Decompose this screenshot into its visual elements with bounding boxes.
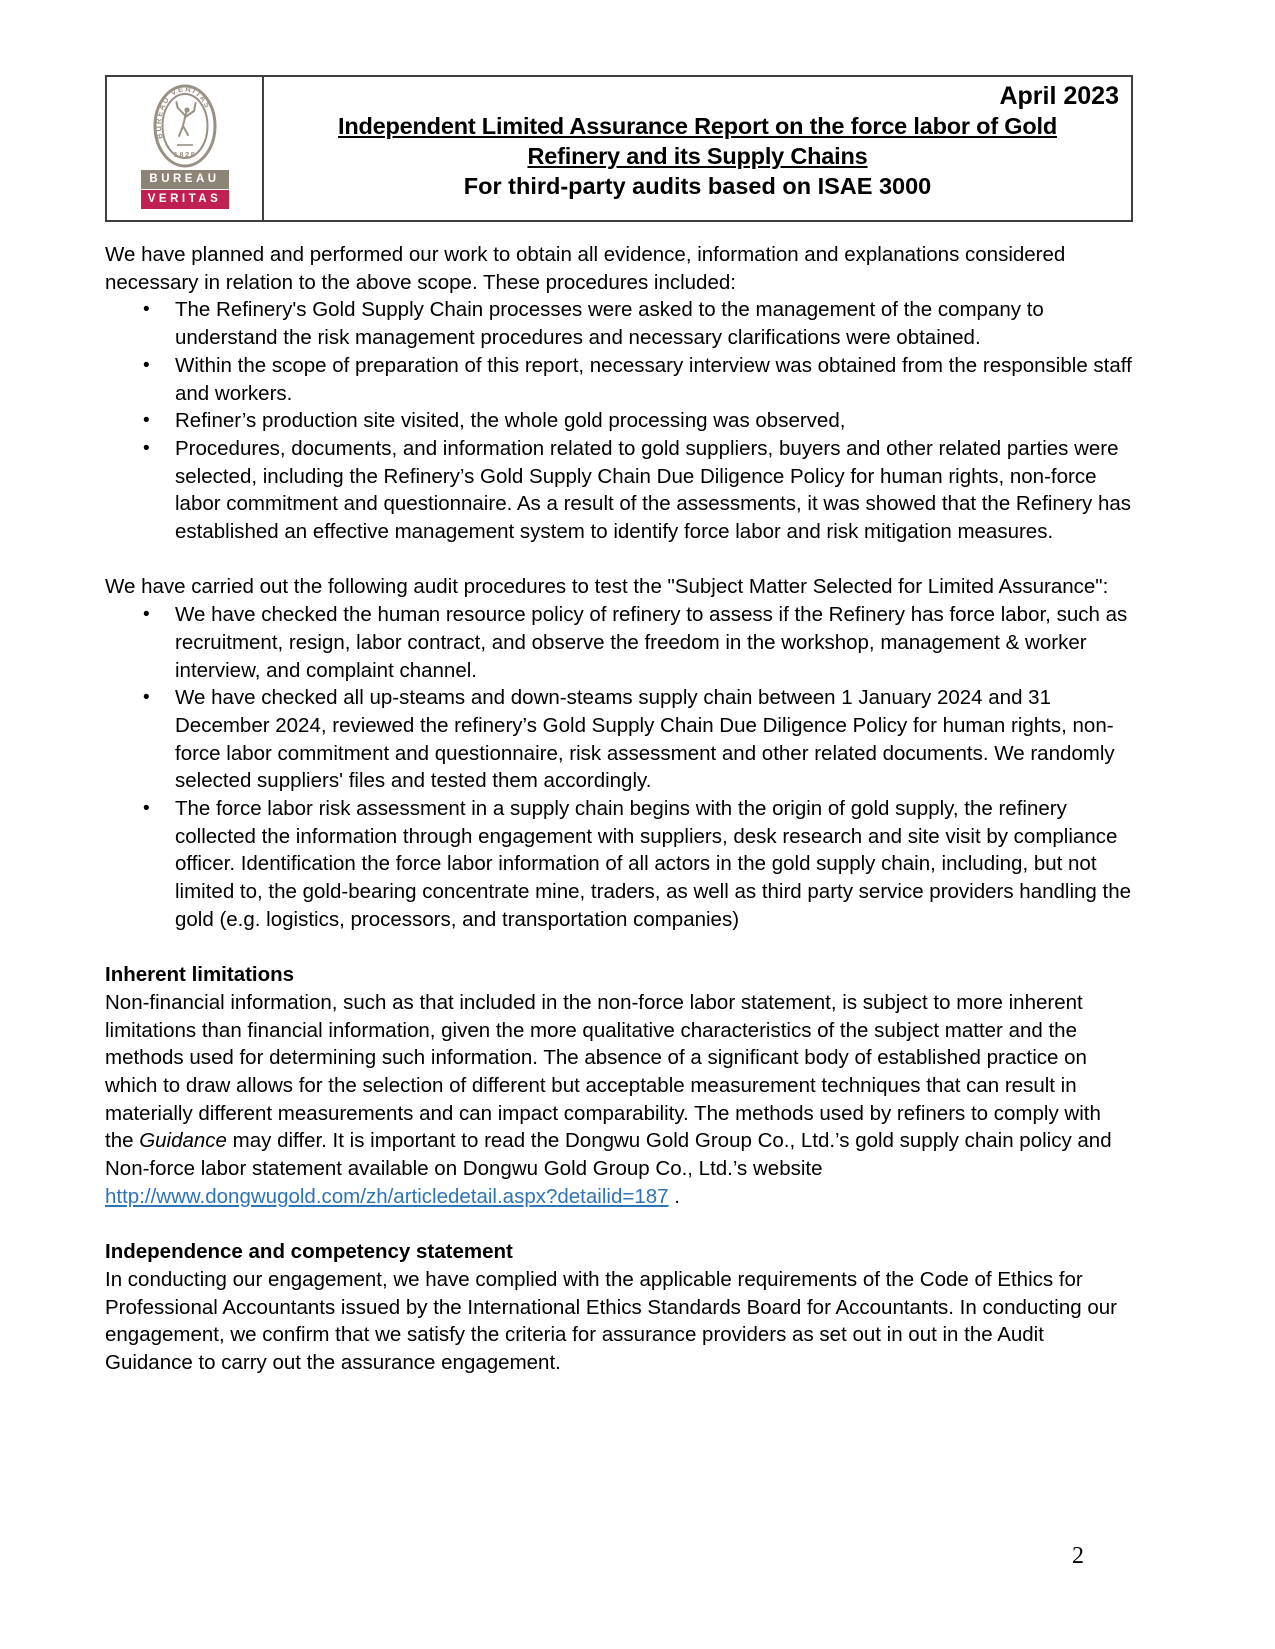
bullet-text: Within the scope of preparation of this report, necessary interview was obtained from the responsible staff and workers. [175, 353, 1132, 405]
svg-text:BUREAU VERITAS: BUREAU VERITAS [153, 84, 213, 140]
bureau-veritas-emblem-icon [151, 83, 219, 169]
independence-heading: Independence and competency statement [105, 1240, 513, 1264]
audit-bullet-list [105, 601, 1132, 933]
bullet-text: We have checked the human resource policy of refinery to assess if the Refinery has force labor, such as recruitment, resign, labor contract, and observe the freedom in the workshop, management & worker interview, and complaint channel. [175, 603, 1128, 682]
limitations-text-part1: Non-financial information, such as that included in the non-force labor statement, is subject to more inherent limitations than financial information, given the more qualitative characteristics of the subject matter and the methods used for determining such information. The absence of a significant body of established practice on which to draw allows for the selection of different but acceptable measurement techniques that can result in materially different measurements and can impact comparability. The methods used by refiners to comply with the [105, 990, 1101, 1153]
svg-text:1828: 1828 [173, 150, 196, 159]
bullet-item [143, 795, 1132, 934]
independence-paragraph: In conducting our engagement, we have complied with the applicable requirements of the Code of Ethics for Professional Accountants issued by the International Ethics Standards Board for Accountants. In conducting our engagement, we confirm that we satisfy the criteria for assurance providers as set out in out in the Audit Guidance to carry out the assurance engagement. [105, 1267, 1117, 1375]
inherent-limitations-paragraph [105, 989, 1132, 1211]
bullet-icon: • [143, 798, 150, 820]
limitations-text-part3: . [668, 1184, 680, 1208]
guidance-italic: Guidance [139, 1129, 227, 1153]
logo-veritas-bar: VERITAS [141, 190, 229, 209]
bullet-item [143, 684, 1132, 795]
bullet-item [143, 352, 1132, 407]
bullet-icon: • [143, 299, 150, 321]
bullet-item [143, 601, 1132, 684]
bullet-text: We have checked all up-steams and down-steams supply chain between 1 January 2024 and 31 December 2024, reviewed the refinery’s Gold Supply Chain Due Diligence Policy for human rights, non-force labor commitment and questionnaire, risk assessment and other related documents. We randomly selected suppliers' files and tested them accordingly. [175, 686, 1115, 793]
report-title-line1: Independent Limited Assurance Report on the force labor of Gold [337, 113, 1057, 139]
dongwugold-statement-link[interactable]: http://www.dongwugold.com/zh/articledetail.aspx?detailid=187 [105, 1184, 669, 1208]
bullet-text: The force labor risk assessment in a supply chain begins with the origin of gold supply, the refinery collected the information through engagement with suppliers, desk research and site visit by compliance officer. Identification the force labor information of all actors in the gold supply chain, including, but not limited to, the gold-bearing concentrate mine, traders, as well as third party service providers handling the gold (e.g. logistics, processors, and transportation companies) [175, 797, 1132, 931]
bullet-icon: • [143, 604, 150, 626]
bullet-item [143, 296, 1132, 351]
limitations-text-part2: may differ. It is important to read the Dongwu Gold Group Co., Ltd.’s gold supply chain policy and Non-force labor statement available on Dongwu Gold Group Co., Ltd.’s website [105, 1129, 1112, 1181]
bullet-icon: • [143, 437, 150, 459]
report-body [105, 241, 1132, 1377]
report-subtitle: For third-party audits based on ISAE 3000 [463, 173, 932, 199]
bullet-item [143, 435, 1132, 546]
bullet-icon: • [143, 354, 150, 376]
intro-bullet-list [105, 296, 1132, 545]
inherent-limitations-heading: Inherent limitations [105, 963, 295, 987]
header-title-block [264, 77, 1131, 220]
bureau-veritas-logo [107, 77, 264, 220]
audit-paragraph: We have carried out the following audit procedures to test the "Subject Matter Selected for Limited Assurance": [105, 575, 1109, 599]
logo-bureau-bar: BUREAU [141, 170, 229, 189]
bullet-icon: • [143, 410, 150, 432]
bullet-item [143, 407, 1132, 435]
report-date: April 2023 [999, 82, 1119, 110]
report-header [105, 75, 1133, 222]
bullet-text: Procedures, documents, and information related to gold suppliers, buyers and other related parties were selected, including the Refinery’s Gold Supply Chain Due Diligence Policy for human rights, non-force labor commitment and questionnaire. As a result of the assessments, it was showed that the Refinery has established an effective management system to identify force labor and risk mitigation measures. [175, 436, 1132, 544]
bullet-icon: • [143, 687, 150, 709]
emblem-figure-icon [176, 102, 195, 136]
intro-paragraph: We have planned and performed our work to obtain all evidence, information and explanations considered necessary in relation to the above scope. These procedures included: [105, 243, 1066, 294]
report-title-line2: Refinery and its Supply Chains [527, 143, 868, 169]
page-number: 2 [1072, 1543, 1084, 1569]
bullet-text: Refiner’s production site visited, the whole gold processing was observed, [175, 409, 846, 433]
bullet-text: The Refinery's Gold Supply Chain processes were asked to the management of the company to understand the risk management procedures and necessary clarifications were obtained. [175, 298, 1044, 350]
